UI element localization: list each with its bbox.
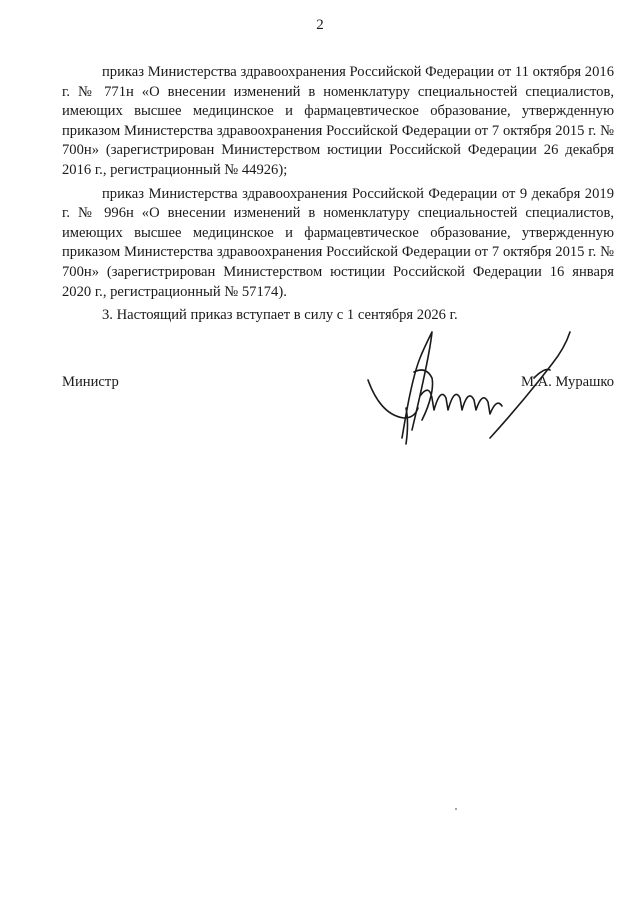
handwritten-signature-icon <box>362 318 580 454</box>
signer-position: Министр <box>62 374 119 390</box>
document-body <box>62 63 614 330</box>
scan-speck <box>455 808 457 810</box>
signer-name: М.А. Мурашко <box>520 374 614 390</box>
paragraph-order-996n: приказ Министерства здравоохранения Российской Федерации от 9 декабря 2019 г. № 996н «О внесении изменений в номенклатуру специальностей специалистов, имеющих высшее медицинское и фармацевтическое образование, утвержденную приказом Министерства здравоохранения Российской Федерации от 7 октября 2015 г. № 700н» (зарегистрирован Министерством юстиции Российской Федерации 16 января 2020 г., регистрационный № 57174). <box>62 185 614 300</box>
paragraph-effective-date: 3. Настоящий приказ вступает в силу с 1 сентября 2026 г. <box>102 307 458 324</box>
page-number: 2 <box>316 17 324 33</box>
paragraph-order-771n: приказ Министерства здравоохранения Российской Федерации от 11 октября 2016 г. № 771н «О внесении изменений в номенклатуру специальностей специалистов, имеющих высшее медицинское и фармацевтическое образование, утвержденную приказом Министерства здравоохранения Российской Федерации от 7 октября 2015 г. № 700н» (зарегистрирован Министерством юстиции Российской Федерации 26 декабря 2016 г., регистрационный № 44926); <box>62 64 614 178</box>
